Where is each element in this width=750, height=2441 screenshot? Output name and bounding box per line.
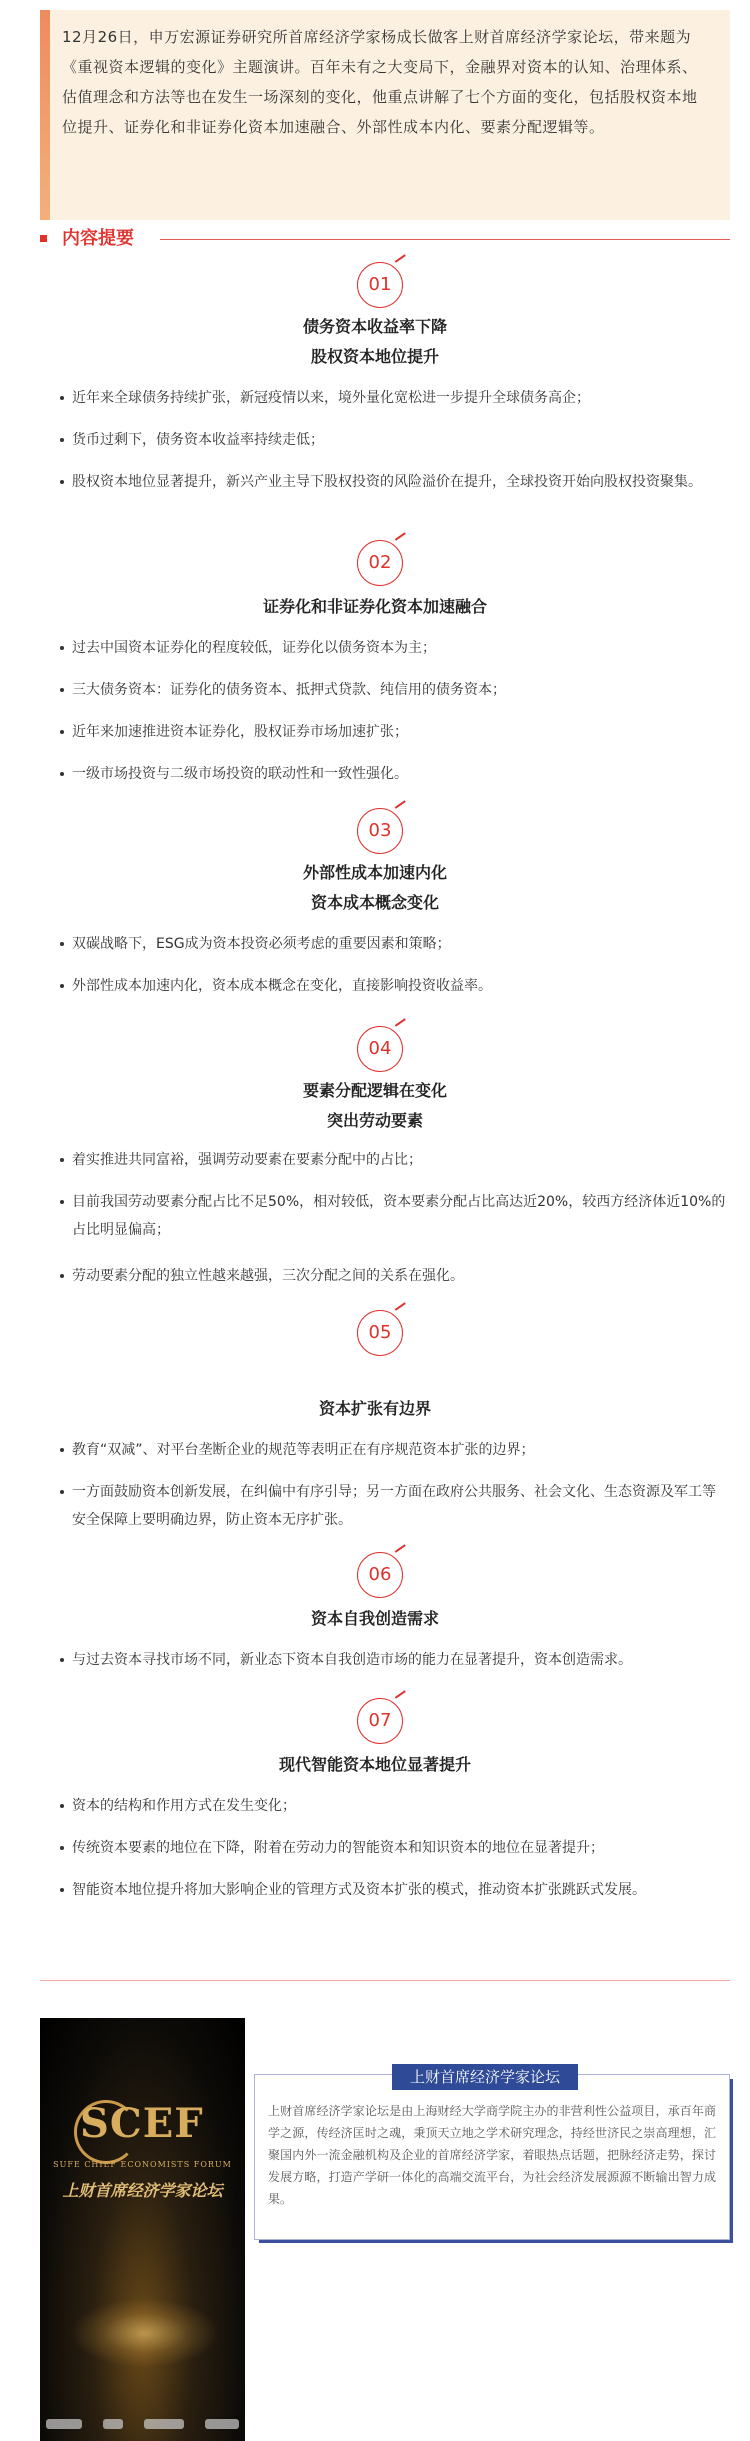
section-title: 内容提要 — [62, 228, 134, 249]
item-heading: 债务资本收益率下降 — [302, 317, 447, 336]
scef-logo: SCEF — [80, 2100, 204, 2147]
list-item: 双碳战略下，ESG成为资本投资必须考虑的重要因素和策略； — [72, 930, 727, 958]
item-number-badge: 02 — [357, 540, 403, 586]
list-item: 一级市场投资与二级市场投资的联动性和一致性强化。 — [72, 760, 727, 788]
list-item: 着实推进共同富裕，强调劳动要素在要素分配中的占比； — [72, 1146, 727, 1174]
forum-description: 上财首席经济学家论坛是由上海财经大学商学院主办的非营利性公益项目，承百年商学之源，传经济匡时之魂，秉顶天立地之学术研究理念，持经世济民之崇高理想，汇聚国内外一流金融机构及企业的首席经济学家，着眼热点话题，把脉经济走势，探讨发展方略，打造产学研一体化的高端交流平台，为社会经济发展源源不断输出智力成果。 — [268, 2104, 716, 2206]
section-divider — [160, 239, 730, 240]
square-icon — [40, 235, 47, 242]
list-item: 货币过剩下，债务资本收益率持续走低； — [72, 426, 727, 454]
list-item: 三大债务资本：证券化的债务资本、抵押式贷款、纯信用的债务资本； — [72, 676, 727, 704]
sponsor-logo-icon — [46, 2419, 82, 2429]
badge-tick-icon — [395, 254, 409, 267]
item-number-badge: 06 — [357, 1552, 403, 1598]
item-heading: 突出劳动要素 — [326, 1111, 423, 1130]
list-item: 近年来加速推进资本证券化，股权证券市场加速扩张； — [72, 718, 727, 746]
badge-tick-icon — [395, 1302, 409, 1315]
item-number-badge: 01 — [357, 262, 403, 308]
item-number-badge: 07 — [357, 1698, 403, 1744]
sponsor-logo-icon — [205, 2419, 239, 2429]
section-header — [40, 226, 730, 254]
list-item: 与过去资本寻找市场不同，新业态下资本自我创造市场的能力在显著提升，资本创造需求。 — [72, 1646, 727, 1674]
poster-glow — [70, 2298, 220, 2368]
list-item: 资本的结构和作用方式在发生变化； — [72, 1792, 727, 1820]
intro-text: 12月26日，申万宏源证券研究所首席经济学家杨成长做客上财首席经济学家论坛，带来题为《重视资本逻辑的变化》主题演讲。百年未有之大变局下，金融界对资本的认知、治理体系、估值理念和方法等也在发生一场深刻的变化，他重点讲解了七个方面的变化，包括股权资本地位提升、证券化和非证券化资本加速融合、外部性成本内化、要素分配逻辑等。 — [62, 28, 698, 136]
badge-tick-icon — [395, 800, 409, 813]
list-item: 传统资本要素的地位在下降，附着在劳动力的智能资本和知识资本的地位在显著提升； — [72, 1834, 727, 1862]
item-heading: 资本成本概念变化 — [310, 893, 439, 912]
badge-tick-icon — [395, 1544, 409, 1557]
item-number-badge: 03 — [357, 808, 403, 854]
sponsor-logo-icon — [144, 2419, 184, 2429]
forum-poster — [40, 2018, 245, 2441]
list-item: 股权资本地位显著提升，新兴产业主导下股权投资的风险溢价在提升，全球投资开始向股权投资聚集。 — [72, 468, 727, 496]
poster-calligraphy: 上财首席经济学家论坛 — [62, 2181, 223, 2200]
poster-sponsor-logos — [46, 2416, 239, 2432]
list-item: 一方面鼓励资本创新发展，在纠偏中有序引导；另一方面在政府公共服务、社会文化、生态资源及军工等安全保障上要明确边界，防止资本无序扩张。 — [72, 1478, 727, 1534]
item-heading: 资本扩张有边界 — [318, 1399, 431, 1418]
list-item: 近年来全球债务持续扩张，新冠疫情以来，境外量化宽松进一步提升全球债务高企； — [72, 384, 727, 412]
item-heading: 股权资本地位提升 — [310, 347, 439, 366]
list-item: 过去中国资本证券化的程度较低，证券化以债务资本为主； — [72, 634, 727, 662]
item-number-badge: 05 — [357, 1310, 403, 1356]
badge-tick-icon — [395, 1018, 409, 1031]
badge-tick-icon — [395, 532, 409, 545]
list-item: 教育“双减”、对平台垄断企业的规范等表明正在有序规范资本扩张的边界； — [72, 1436, 727, 1464]
item-heading: 外部性成本加速内化 — [302, 863, 447, 882]
forum-label: 上财首席经济学家论坛 — [392, 2064, 578, 2090]
poster-subtitle: SUFE CHIEF ECONOMISTS FORUM — [53, 2160, 232, 2169]
intro-accent-bar — [40, 10, 50, 220]
item-number-badge: 04 — [357, 1026, 403, 1072]
list-item: 目前我国劳动要素分配占比不足50%，相对较低，资本要素分配占比高达近20%，较西方经济体近10%的占比明显偏高； — [72, 1188, 727, 1244]
item-heading: 证券化和非证券化资本加速融合 — [262, 597, 487, 616]
badge-tick-icon — [395, 1690, 409, 1703]
sponsor-logo-icon — [103, 2419, 123, 2429]
footer-divider — [40, 1980, 730, 1981]
item-heading: 要素分配逻辑在变化 — [302, 1081, 447, 1100]
list-item: 外部性成本加速内化，资本成本概念在变化，直接影响投资收益率。 — [72, 972, 727, 1000]
list-item: 智能资本地位提升将加大影响企业的管理方式及资本扩张的模式，推动资本扩张跳跃式发展。 — [72, 1876, 727, 1904]
item-heading: 资本自我创造需求 — [310, 1609, 439, 1628]
item-heading: 现代智能资本地位显著提升 — [278, 1755, 471, 1774]
list-item: 劳动要素分配的独立性越来越强，三次分配之间的关系在强化。 — [72, 1262, 727, 1290]
